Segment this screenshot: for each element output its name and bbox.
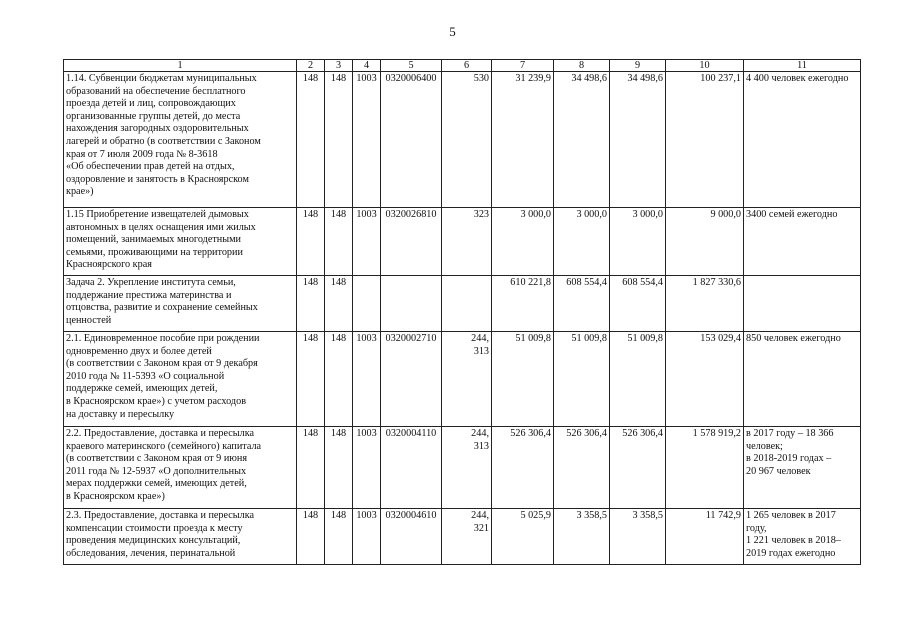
cell-col3: 148 (325, 72, 353, 208)
cell-col7: 31 239,9 (492, 72, 554, 208)
column-header: 6 (442, 60, 492, 72)
cell-col9: 34 498,6 (610, 72, 666, 208)
cell-col2: 148 (297, 208, 325, 276)
cell-col11: 3400 семей ежегодно (744, 208, 861, 276)
column-header: 5 (381, 60, 442, 72)
cell-col7: 51 009,8 (492, 332, 554, 427)
cell-col7: 5 025,9 (492, 509, 554, 565)
table-row (64, 332, 861, 427)
cell-col4 (353, 276, 381, 332)
cell-col6: 244, 321 (442, 509, 492, 565)
cell-col4: 1003 (353, 427, 381, 509)
cell-col2: 148 (297, 332, 325, 427)
cell-col11: в 2017 году – 18 366 человек; в 2018-2019 годах – 20 967 человек (744, 427, 861, 509)
column-header: 4 (353, 60, 381, 72)
cell-col9: 608 554,4 (610, 276, 666, 332)
cell-col6: 530 (442, 72, 492, 208)
cell-col9: 526 306,4 (610, 427, 666, 509)
cell-col6: 244, 313 (442, 427, 492, 509)
cell-col3: 148 (325, 208, 353, 276)
row-description: 1.15 Приобретение извещателей дымовых автономных в целях оснащения ими жилых помещений, занимаемых многодетными семьями, проживающими на территории Красноярского края (64, 208, 297, 276)
table-row (64, 427, 861, 509)
cell-col9: 3 358,5 (610, 509, 666, 565)
cell-col10: 1 827 330,6 (666, 276, 744, 332)
cell-col8: 34 498,6 (554, 72, 610, 208)
cell-col5: 0320004110 (381, 427, 442, 509)
cell-col6 (442, 276, 492, 332)
cell-col10: 9 000,0 (666, 208, 744, 276)
cell-col5: 0320026810 (381, 208, 442, 276)
column-header: 11 (744, 60, 861, 72)
cell-col10: 153 029,4 (666, 332, 744, 427)
cell-col3: 148 (325, 509, 353, 565)
row-description: 2.2. Предоставление, доставка и пересылка краевого материнского (семейного) капитала (в соответствии с Законом края от 9 июня 2011 года № 12-5937 «О дополнительных мерах поддержки семей, имеющих детей, в Красноярском крае») (64, 427, 297, 509)
cell-col9: 51 009,8 (610, 332, 666, 427)
cell-col11: 850 человек ежегодно (744, 332, 861, 427)
cell-col5 (381, 276, 442, 332)
cell-col2: 148 (297, 72, 325, 208)
column-header: 1 (64, 60, 297, 72)
cell-col2: 148 (297, 427, 325, 509)
cell-col2: 148 (297, 509, 325, 565)
cell-col10: 100 237,1 (666, 72, 744, 208)
column-header: 2 (297, 60, 325, 72)
column-header: 9 (610, 60, 666, 72)
column-header: 8 (554, 60, 610, 72)
cell-col8: 3 000,0 (554, 208, 610, 276)
row-description: 2.3. Предоставление, доставка и пересылка компенсации стоимости проезда к месту проведения медицинских консультаций, обследования, лечения, перинатальной (64, 509, 297, 565)
cell-col2: 148 (297, 276, 325, 332)
cell-col7: 610 221,8 (492, 276, 554, 332)
cell-col5: 0320004610 (381, 509, 442, 565)
cell-col5: 0320002710 (381, 332, 442, 427)
cell-col11: 1 265 человек в 2017 году, 1 221 человек в 2018– 2019 годах ежегодно (744, 509, 861, 565)
cell-col4: 1003 (353, 509, 381, 565)
page-number: 5 (449, 24, 456, 39)
cell-col11 (744, 276, 861, 332)
budget-table (63, 59, 861, 565)
cell-col6: 323 (442, 208, 492, 276)
cell-col3: 148 (325, 276, 353, 332)
table-row (64, 276, 861, 332)
row-description: 1.14. Субвенции бюджетам муниципальных образований на обеспечение бесплатного проезда детей и лиц, сопровождающих организованные группы детей, до места нахождения загородных оздоровительных лагерей и обратно (в соответствии с Законом края от 7 июля 2009 года № 8-3618 «Об обеспечении прав детей на отдых, оздоровление и занятость в Красноярском крае») (64, 72, 297, 208)
table-row (64, 72, 861, 208)
cell-col8: 3 358,5 (554, 509, 610, 565)
row-description: Задача 2. Укрепление института семьи, поддержание престижа материнства и отцовства, развитие и сохранение семейных ценностей (64, 276, 297, 332)
cell-col9: 3 000,0 (610, 208, 666, 276)
cell-col10: 11 742,9 (666, 509, 744, 565)
table-row (64, 509, 861, 565)
row-description: 2.1. Единовременное пособие при рождении одновременно двух и более детей (в соответствии с Законом края от 9 декабря 2010 года № 11-5393 «О социальной поддержке семей, имеющих детей, в Красноярском крае») с учетом расходов на доставку и пересылку (64, 332, 297, 427)
table-row (64, 208, 861, 276)
column-number-row (64, 60, 861, 72)
cell-col5: 0320006400 (381, 72, 442, 208)
cell-col6: 244, 313 (442, 332, 492, 427)
cell-col7: 3 000,0 (492, 208, 554, 276)
cell-col3: 148 (325, 427, 353, 509)
cell-col8: 608 554,4 (554, 276, 610, 332)
cell-col4: 1003 (353, 72, 381, 208)
cell-col8: 51 009,8 (554, 332, 610, 427)
cell-col3: 148 (325, 332, 353, 427)
cell-col11: 4 400 человек ежегодно (744, 72, 861, 208)
cell-col4: 1003 (353, 208, 381, 276)
column-header: 3 (325, 60, 353, 72)
cell-col8: 526 306,4 (554, 427, 610, 509)
cell-col4: 1003 (353, 332, 381, 427)
column-header: 7 (492, 60, 554, 72)
cell-col7: 526 306,4 (492, 427, 554, 509)
cell-col10: 1 578 919,2 (666, 427, 744, 509)
column-header: 10 (666, 60, 744, 72)
